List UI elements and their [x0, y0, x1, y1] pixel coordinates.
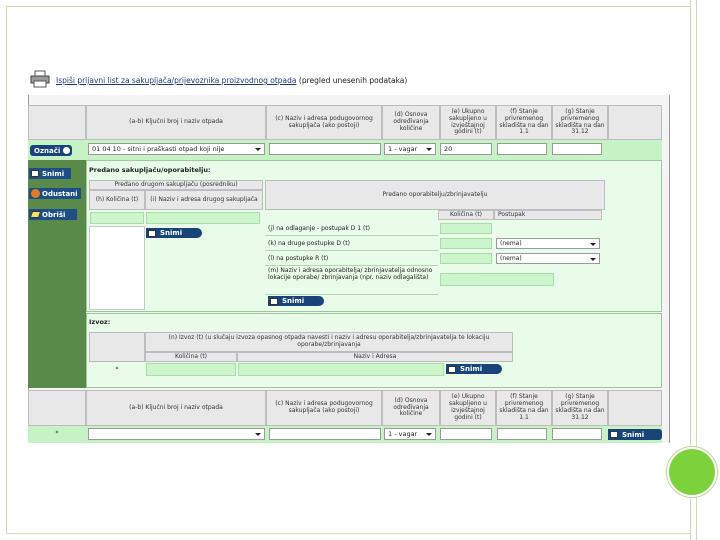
export-row-marker: *	[115, 366, 119, 373]
header2-blank-1	[28, 390, 86, 426]
header2-e: (e) Ukupno sakupljeno u izvještajnoj godini (t)	[440, 390, 496, 426]
m-name-input[interactable]	[440, 273, 554, 286]
header2-g: (g) Stanje privremenog skladišta na dan 31.12	[552, 390, 608, 426]
export-qty-input[interactable]	[146, 363, 236, 376]
new-method-select[interactable]	[384, 428, 436, 440]
save-new-row-label: Snimi	[622, 430, 645, 439]
chevron-down-icon	[590, 243, 596, 246]
total-input-value: 20	[444, 145, 453, 153]
new-row-marker: *	[55, 430, 59, 437]
arrow-right-icon	[63, 147, 70, 154]
header-blank-1	[28, 105, 86, 140]
new-method-select-value: 1 - vagar	[388, 430, 418, 438]
save-collector-button[interactable]	[146, 228, 202, 238]
new-stock-start-input[interactable]	[497, 428, 547, 440]
stock-end-input[interactable]	[552, 143, 602, 155]
waste-select-value: 01 04 10 - sitni i praškasti otpad koji nije	[92, 145, 225, 153]
mark-button-label: Označi	[34, 146, 61, 155]
print-form-link[interactable]: Ispiši prijavni list za sakupljača/prijevoznika proizvodnog otpada	[56, 76, 297, 85]
chevron-down-icon	[255, 148, 261, 151]
k-procedure-select[interactable]	[496, 238, 600, 249]
col-procedure-header: Postupak	[494, 210, 602, 220]
save-recycler-button[interactable]	[268, 296, 324, 306]
l-qty-input[interactable]	[440, 253, 492, 264]
floppy-disk-icon	[270, 298, 278, 305]
chevron-down-icon	[590, 258, 596, 261]
export-name-header: Naziv i Adresa	[237, 352, 513, 362]
k-qty-input[interactable]	[440, 238, 492, 249]
header-d: (d) Osnova određivanja količine	[382, 105, 440, 140]
frame-line-top	[6, 6, 690, 7]
save-export-label: Snimi	[460, 365, 483, 373]
save-recycler-label: Snimi	[282, 297, 305, 305]
method-select[interactable]	[384, 143, 436, 155]
mark-button[interactable]	[30, 145, 72, 156]
floppy-disk-icon	[31, 170, 39, 177]
save-button-label: Snimi	[42, 169, 65, 178]
export-heading: Izvoz:	[89, 318, 111, 326]
header-e: (e) Ukupno sakupljeno u izvještajnoj godini (t)	[440, 105, 496, 140]
delivered-heading: Predano sakupljaču/oporabitelju:	[89, 166, 211, 174]
l-procedure-select[interactable]	[496, 253, 600, 264]
header2-blank-2	[608, 390, 662, 426]
save-new-row-button[interactable]	[608, 429, 662, 440]
floppy-disk-icon	[610, 431, 618, 438]
header-blank-2	[608, 105, 662, 140]
waste-select[interactable]	[88, 143, 265, 155]
stock-start-input[interactable]	[497, 143, 547, 155]
cancel-icon	[31, 189, 40, 198]
cancel-button-label: Odustani	[42, 189, 78, 198]
export-name-input[interactable]	[238, 363, 444, 376]
new-waste-select[interactable]	[88, 428, 265, 440]
header-g: (g) Stanje privremenog skladišta na dan 31.12	[552, 105, 608, 140]
floppy-disk-icon	[148, 230, 156, 237]
header-c: (c) Naziv i adresa podugovornog sakupljača (ako postoji)	[266, 105, 382, 140]
k-procedure-value: (nema)	[500, 240, 522, 247]
h-qty-header: (h) Količina (t)	[89, 190, 145, 210]
printer-icon[interactable]	[30, 70, 50, 88]
export-blank-header	[89, 332, 145, 362]
header2-c: (c) Naziv i adresa podugovornog sakupljača (ako postoji)	[266, 390, 382, 426]
i-name-header: (i) Naziv i adresa drugog sakupljača	[145, 190, 263, 210]
recycler-header: Predano oporabitelju/zbrinjavatelju	[265, 180, 605, 210]
decorative-green-circle	[669, 449, 715, 495]
cancel-button[interactable]	[29, 188, 81, 199]
save-button[interactable]	[29, 168, 71, 179]
export-n-header: (n) Izvoz (t) (u slučaju izvoza opasnog otpada navesti i naziv i adresu oporabitelja/zbrinjavatelja te lokaciju oporabe/zbrinjavanja	[145, 332, 513, 352]
col-qty-header: Količina (t)	[438, 210, 494, 220]
k-label: (k) na druge postupke D (t)	[265, 237, 438, 251]
l-label: (l) na postupke R (t)	[265, 252, 438, 266]
m-label: (m) Naziv i adresa oporabitelja/ zbrinjavatelja odnosno lokacije oporabe/ zbrinjavanja (npr. naziv odlagališta)	[265, 267, 438, 295]
chevron-down-icon	[255, 433, 261, 436]
title-suffix: (pregled unesenih podataka)	[298, 76, 408, 85]
j-label: (j) na odlaganje - postupak D 1 (t)	[265, 222, 438, 236]
header2-d: (d) Osnova određivanja količine	[382, 390, 440, 426]
export-qty-header: Količina (t)	[145, 352, 237, 362]
new-subcollector-input[interactable]	[269, 428, 381, 440]
floppy-disk-icon	[448, 366, 456, 373]
delete-button[interactable]	[29, 209, 77, 220]
new-total-input[interactable]	[440, 428, 492, 440]
page-title	[56, 76, 456, 86]
subcollector-input[interactable]	[269, 143, 381, 155]
l-procedure-value: (nema)	[500, 255, 522, 262]
save-collector-label: Snimi	[160, 229, 183, 237]
chevron-down-icon	[426, 148, 432, 151]
frame-line-left	[6, 6, 7, 534]
header-f: (f) Stanje privremenog skladišta na dan 1.1	[496, 105, 552, 140]
save-export-button[interactable]	[446, 364, 502, 374]
header-ab: (a-b) Ključni broj i naziv otpada	[86, 105, 266, 140]
header2-f: (f) Stanje privremenog skladišta na dan 1.1	[496, 390, 552, 426]
collector-list-area	[89, 226, 145, 310]
collector-header: Predano drugom sakupljaču (posredniku)	[89, 180, 263, 190]
eraser-icon	[30, 211, 42, 218]
delete-button-label: Obriši	[42, 210, 66, 219]
frame-line-bottom	[6, 533, 690, 534]
chevron-down-icon	[426, 433, 432, 436]
header2-ab: (a-b) Ključni broj i naziv otpada	[86, 390, 266, 426]
total-input[interactable]	[440, 143, 492, 155]
method-select-value: 1 - vagar	[388, 145, 418, 153]
i-name-input[interactable]	[146, 212, 260, 224]
j-qty-input[interactable]	[440, 223, 492, 234]
h-qty-input[interactable]	[90, 212, 144, 224]
new-stock-end-input[interactable]	[552, 428, 602, 440]
